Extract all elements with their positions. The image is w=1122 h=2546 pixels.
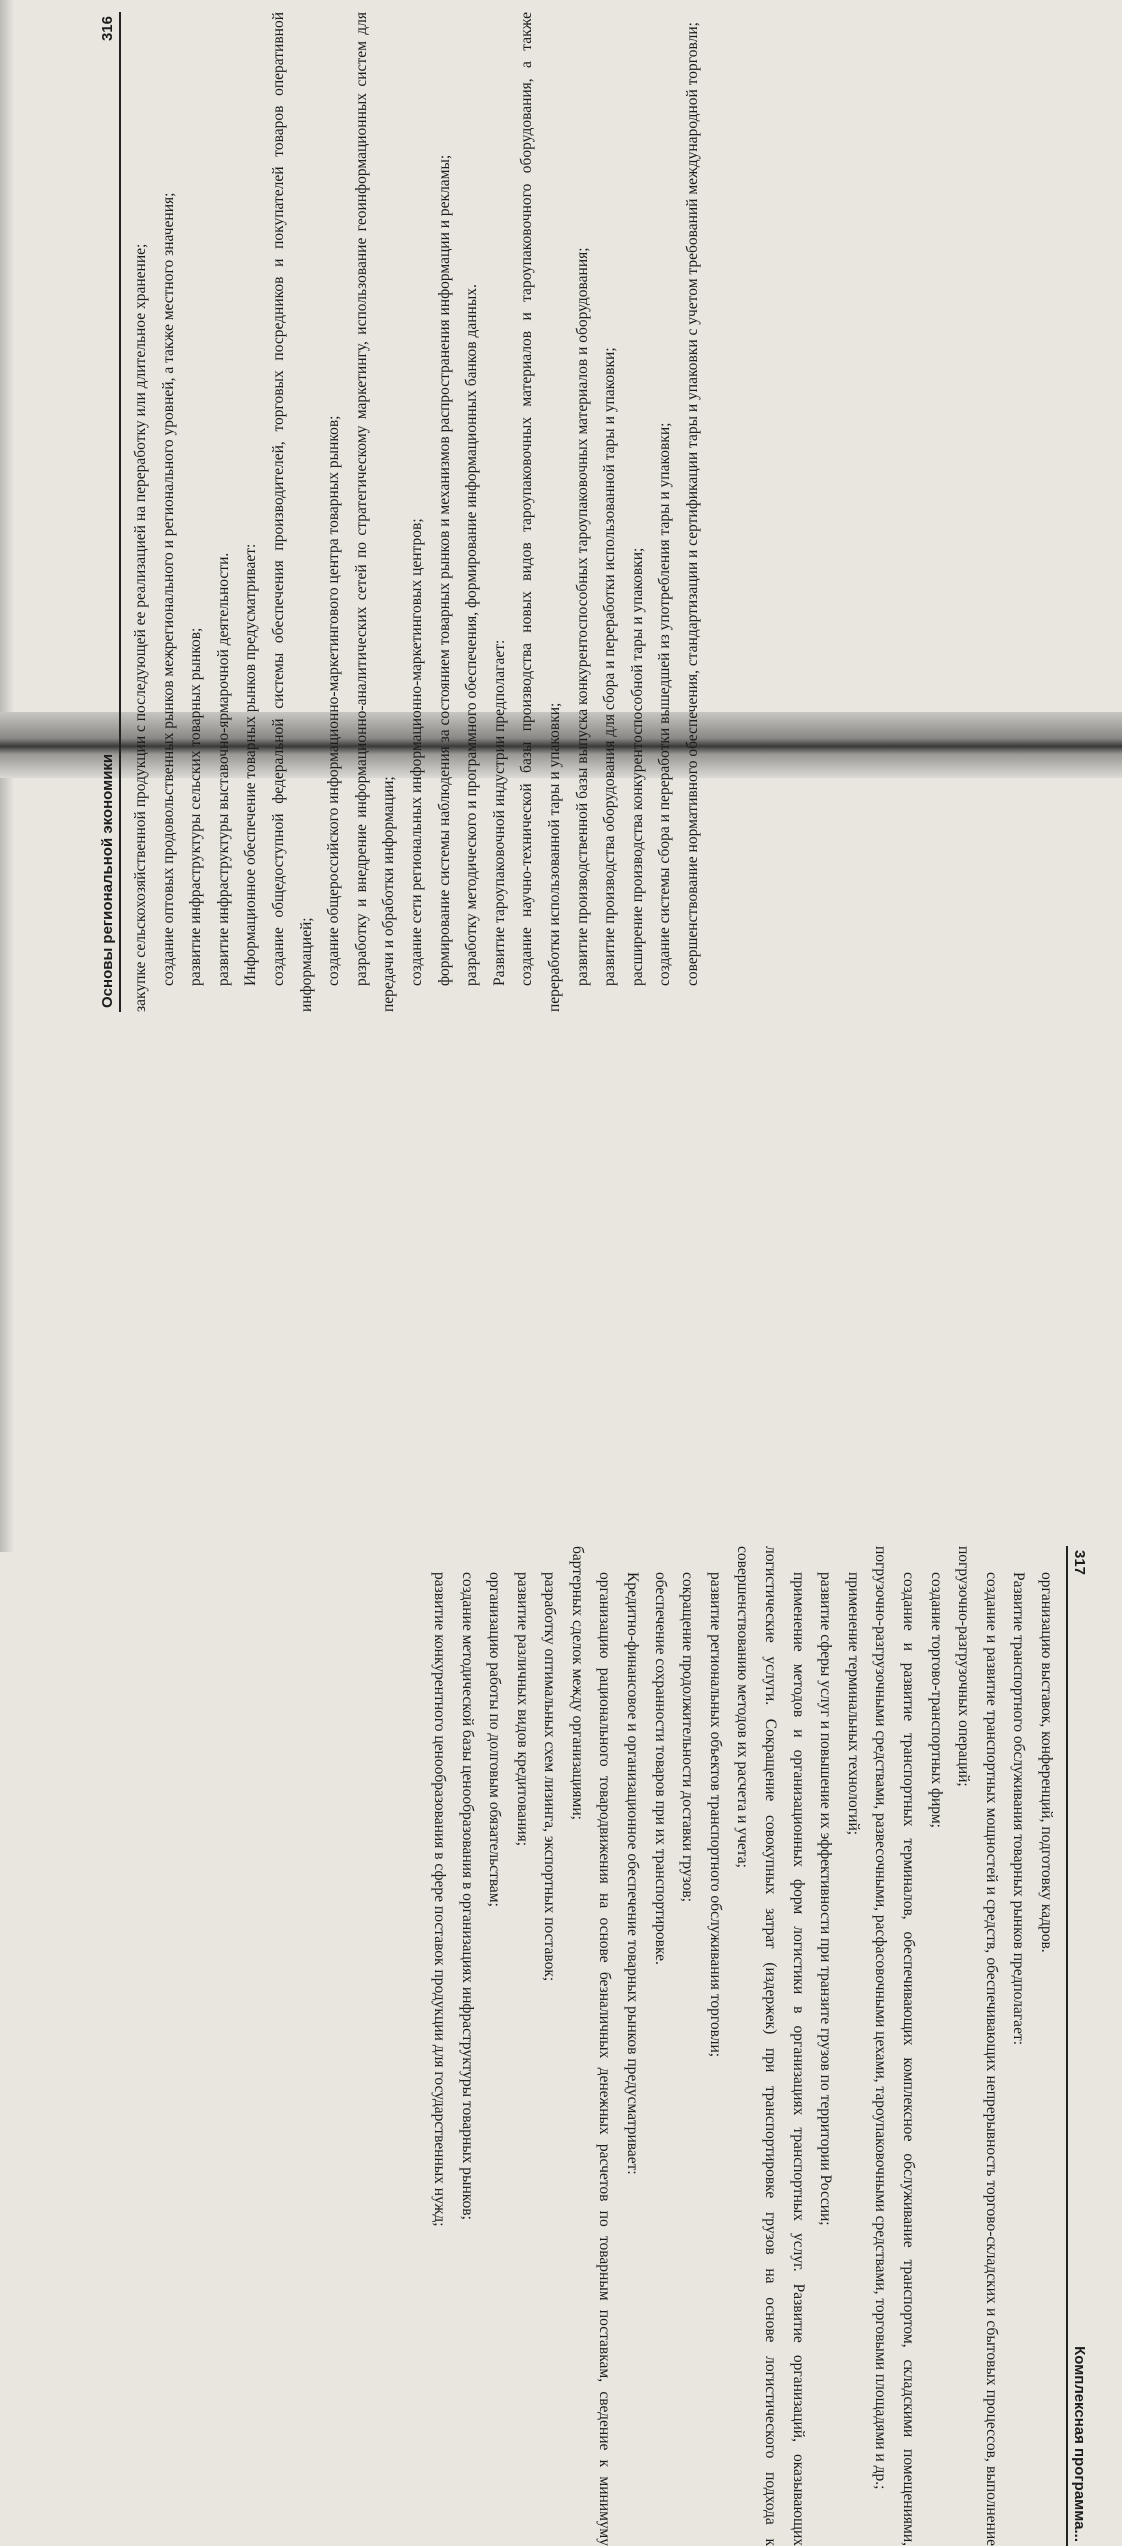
- page-body-317: [425, 1546, 1060, 2546]
- paragraph: создание общедоступной федеральной системы обеспечения производителей, торговых посредников и покупателей товаров оперативной информацией;: [269, 12, 315, 1012]
- paragraph: развитие конкурентного ценообразования в сфере поставок продукции для государственных нужд;: [430, 1572, 448, 2227]
- paragraph: разработку методического и программного обеспечения, формирование информационных банков данных.: [463, 284, 481, 986]
- paragraph: закупке сельскохозяйственной продукции с последующей ее реализацией на переработку или длительное хранение;: [132, 243, 149, 1012]
- paragraph: Информационное обеспечение товарных рынков предусматривает:: [242, 543, 260, 986]
- paragraph: создание методической базы ценообразования в организациях инфраструктуры товарных рынков;: [458, 1572, 476, 2220]
- paragraph: обеспечение сохранности товаров при их транспортировке.: [651, 1572, 669, 1965]
- paragraph: организацию рационального товародвижения на основе безналичных денежных расчетов по товарным поставкам, сведение к минимуму бартерных сделок между организациями;: [568, 1546, 614, 2546]
- paragraph: сокращение продолжительности доставки грузов;: [679, 1572, 697, 1903]
- running-header-316: [95, 12, 121, 1012]
- paragraph: создание и развитие транспортных терминалов, обеспечивающих комплексное обслуживание транспортом, складскими помещениями, погрузочно-разгрузочными средствами, развесочными, расфасовочными цехами, тароупаковочными средствами, торговыми площадями и др.;: [872, 1546, 918, 2546]
- running-title: Основы региональной экономики: [99, 753, 116, 1008]
- paragraph: организацию работы по долговым обязательствам;: [486, 1572, 504, 1907]
- paragraph: создание системы сбора и переработки вышедшей из употребления тары и упаковки;: [656, 422, 674, 986]
- running-title: Комплексная программа...: [1071, 2346, 1088, 2542]
- paragraph: развитие инфраструктуры выставочно-ярмарочной деятельности.: [214, 552, 232, 986]
- paragraph: расширение производства конкурентоспособной тары и упаковки;: [628, 547, 646, 986]
- paragraph: создание общероссийского информационно-маркетингового центра товарных рынков;: [325, 415, 343, 986]
- paragraph: формирование системы наблюдения за состоянием товарных рынков и механизмов распространения информации и рекламы;: [435, 154, 453, 986]
- paragraph: развитие производственной базы выпуска конкурентоспособных тароупаковочных материалов и оборудования;: [573, 247, 591, 986]
- paragraph: создание торгово-транспортных фирм;: [927, 1572, 945, 1828]
- paragraph: создание научно-технической базы производства новых видов тароупаковочных материалов и тароупаковочного оборудования, а также переработки использованной тары и упаковки;: [518, 12, 563, 1012]
- paragraph: Кредитно-финансовое и организационное обеспечение товарных рынков предусматривает:: [624, 1572, 642, 2175]
- paragraph: Развитие транспортного обслуживания товарных рынков предполагает:: [1010, 1572, 1028, 2046]
- paragraph: развитие сферы услуг и повышение их эффективности при транзите грузов по территории России;: [817, 1572, 835, 2226]
- paragraph: развитие инфраструктуры сельских товарных рынков;: [187, 627, 205, 986]
- page-number: 316: [99, 16, 116, 42]
- paragraph: развитие различных видов кредитования;: [513, 1572, 531, 1847]
- page-body-316: [127, 12, 706, 1012]
- paragraph: применение терминальных технологий;: [844, 1572, 862, 1836]
- running-header-317: [1066, 1546, 1092, 2546]
- page-number: 317: [1071, 1550, 1088, 1576]
- paragraph: разработку оптимальных схем лизинга, экспортных поставок;: [541, 1572, 559, 1982]
- paragraph: применение методов и организационных форм логистики в организациях транспортных услуг. Развитие организаций, оказывающих логистические услуги. Сокращение совокупных затрат (издержек) при транспортировке грузов на основе логистического подхода к совершенствованию методов их расчета и учета;: [734, 1546, 807, 2546]
- paragraph: организацию выставок, конференций, подготовку кадров.: [1038, 1572, 1055, 1953]
- paragraph: Развитие тароупаковочной индустрии предполагает:: [490, 639, 508, 986]
- paragraph: развитие региональных объектов транспортного обслуживания торговли;: [706, 1572, 724, 2058]
- page-316: [95, 12, 1095, 1012]
- paragraph: развитие производства оборудования для сбора и переработки использованной тары и упаковки;: [601, 347, 619, 986]
- paragraph: создание и развитие транспортных мощностей и средств, обеспечивающих непрерывность торгово-складских и сбытовых процессов, выполнение погрузочно-разгрузочных операций;: [955, 1546, 1000, 2546]
- paragraph: разработку и внедрение информационно-аналитических сетей по стратегическому маркетингу, использование геоинформационных систем для передачи и обработки информации;: [352, 12, 398, 1012]
- paragraph: создание сети региональных информационно-маркетинговых центров;: [407, 518, 425, 986]
- paragraph: создание оптовых продовольственных рынков межрегионального и регионального уровней, а также местного значения;: [159, 192, 177, 986]
- paragraph: совершенствование нормативного обеспечения, стандартизации и сертификации тары и упаковки с учетом требований международной торговли;: [683, 22, 701, 986]
- page-317: [92, 1546, 1092, 2546]
